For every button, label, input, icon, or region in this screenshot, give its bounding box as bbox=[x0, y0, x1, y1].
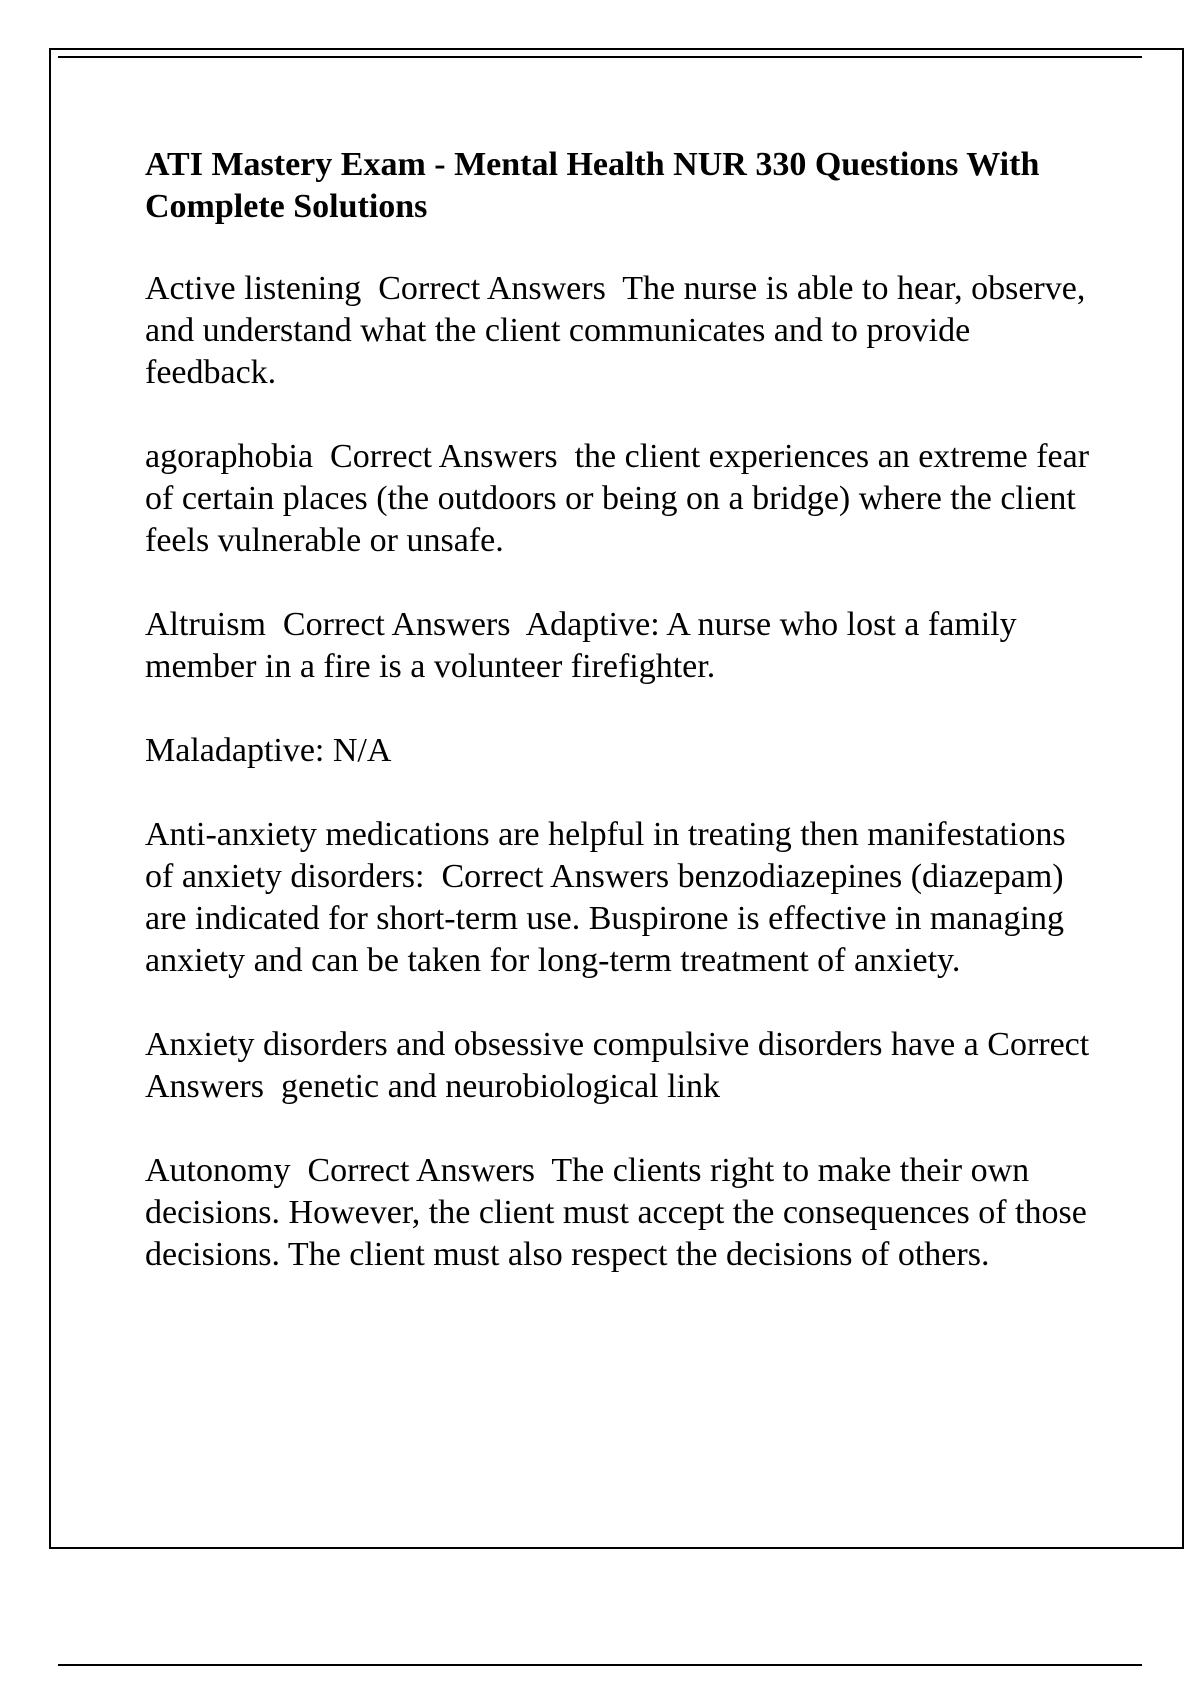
entry-answer: The nurse is able to hear, observe, and understand what the client communicates and to provide feedback. bbox=[145, 270, 1094, 391]
flashcard-entry bbox=[145, 814, 1095, 982]
flashcard-entry bbox=[145, 604, 1095, 688]
answer-label: Correct Answers bbox=[145, 1026, 1096, 1105]
flashcard-entry bbox=[145, 436, 1098, 562]
entry-answer: benzodiazepines (diazepam) are indicated for short-term use. Buspirone is effective in managing anxiety and can be taken for long-term treatment of anxiety. bbox=[145, 858, 1073, 979]
answer-label: Correct Answers bbox=[330, 438, 558, 475]
flashcard-entry bbox=[145, 1150, 1095, 1276]
entry-term: Altruism bbox=[145, 606, 266, 643]
answer-label: Correct Answers bbox=[378, 270, 606, 307]
flashcard-entry bbox=[145, 268, 1095, 394]
entry-term: Autonomy bbox=[145, 1152, 291, 1189]
entry-answer: Adaptive: A nurse who lost a family member in a fire is a volunteer firefighter. bbox=[145, 606, 1026, 685]
entry-answer: Maladaptive: N/A bbox=[145, 732, 392, 769]
answer-label: Correct Answers bbox=[282, 606, 511, 643]
document-body bbox=[145, 144, 1098, 1318]
answer-label: Correct Answers bbox=[307, 1152, 536, 1189]
document-title: ATI Mastery Exam - Mental Health NUR 330 Questions With Complete Solutions bbox=[145, 146, 1040, 225]
answer-label: Correct Answers bbox=[441, 858, 670, 895]
entry-term: Anxiety disorders and obsessive compulsive disorders have a bbox=[145, 1026, 979, 1063]
entry-term: agoraphobia bbox=[145, 438, 314, 475]
footer-rule bbox=[58, 1664, 1142, 1666]
entry-answer: The clients right to make their own decisions. However, the client must accept the consequences of those decisions. The client must also respect the decisions of others. bbox=[145, 1152, 1096, 1273]
flashcard-entry bbox=[145, 1024, 1095, 1108]
flashcard-entry-continuation bbox=[145, 730, 1095, 772]
entry-term: Anti-anxiety medications are helpful in treating then manifestations of anxiety disorders: bbox=[145, 816, 1075, 895]
entry-term: Active listening bbox=[145, 270, 362, 307]
entry-answer: the client experiences an extreme fear of certain places (the outdoors or being on a bridge) where the client feels vulnerable or unsafe. bbox=[145, 438, 1098, 559]
header-rule bbox=[58, 56, 1142, 58]
entry-answer: genetic and neurobiological link bbox=[280, 1068, 721, 1105]
